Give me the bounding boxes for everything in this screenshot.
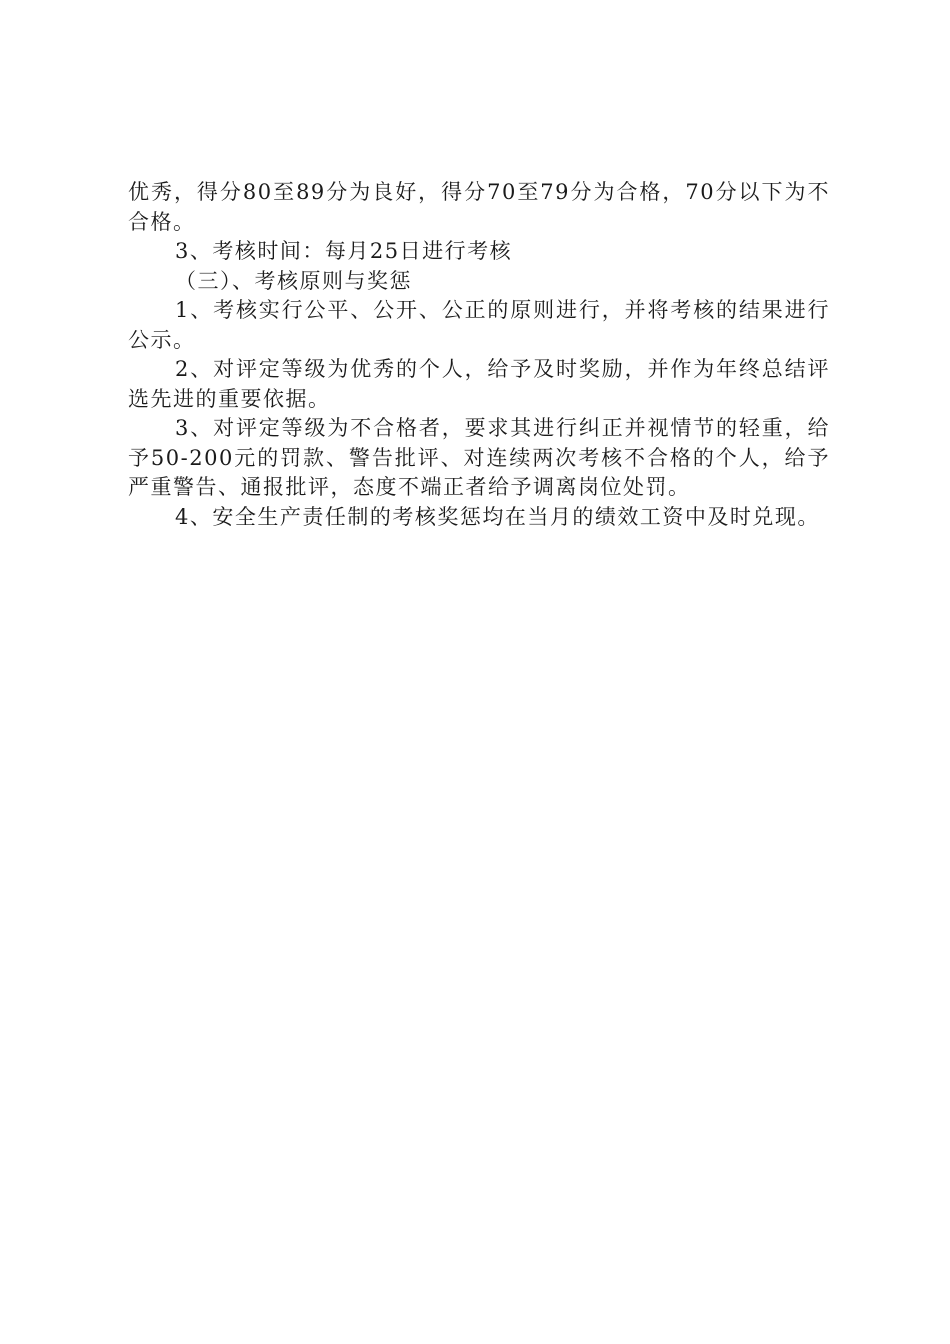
paragraph-grading-continuation: 优秀，得分80至89分为良好，得分70至79分为合格，70分以下为不合格。 [128,180,830,234]
paragraph-reward-excellent: 2、对评定等级为优秀的个人，给予及时奖励，并作为年终总结评选先进的重要依据。 [128,357,830,411]
document-body [128,178,830,532]
paragraph-reward-payout: 4、安全生产责任制的考核奖惩均在当月的绩效工资中及时兑现。 [175,504,820,529]
paragraph-principle-fairness: 1、考核实行公平、公开、公正的原则进行，并将考核的结果进行公示。 [128,298,830,352]
paragraph-assessment-time: 3、考核时间：每月25日进行考核 [175,239,513,263]
paragraph-penalty-unqualified: 3、对评定等级为不合格者，要求其进行纠正并视情节的轻重，给予50-200元的罚款、警告批评、对连续两次考核不合格的个人，给予严重警告、通报批评，态度不端正者给予调离岗位处罚。 [128,416,830,499]
section-heading-principles: （三）、考核原则与奖惩 [175,268,412,293]
